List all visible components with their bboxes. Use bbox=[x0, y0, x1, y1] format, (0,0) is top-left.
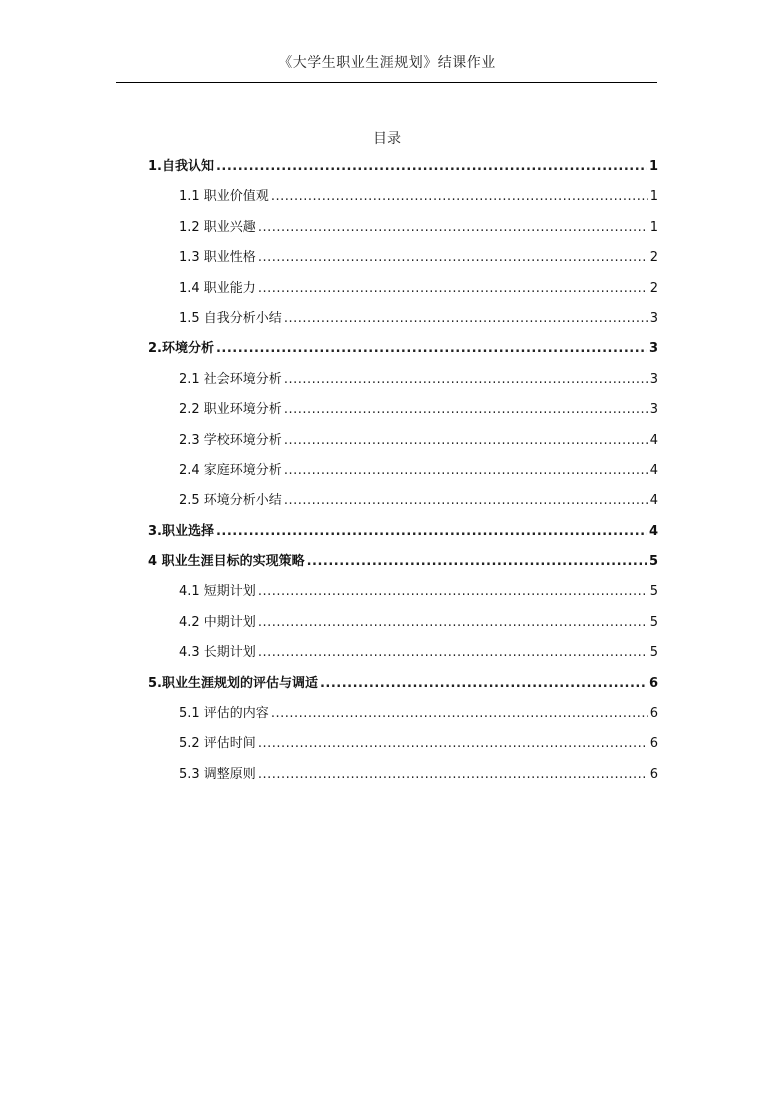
toc-dot-leader bbox=[258, 638, 648, 668]
toc-subsection-entry[interactable] bbox=[148, 608, 658, 638]
toc-subsection-entry[interactable] bbox=[148, 699, 658, 729]
running-header: 《大学生职业生涯规划》结课作业 bbox=[278, 55, 496, 71]
toc-subsection-entry[interactable] bbox=[148, 638, 658, 668]
toc-section-entry[interactable] bbox=[148, 334, 658, 364]
toc-dot-leader bbox=[284, 486, 648, 516]
toc-dot-leader bbox=[271, 182, 648, 212]
toc-section-entry[interactable] bbox=[148, 669, 658, 699]
toc-dot-leader bbox=[258, 274, 648, 304]
toc-entry-label: 1.5 自我分析小结 bbox=[179, 310, 282, 326]
toc-entry-label: 4 职业生涯目标的实现策略 bbox=[148, 554, 305, 570]
toc-entry-page-number: 6 bbox=[649, 736, 658, 752]
toc-entry-page-number: 3 bbox=[649, 402, 658, 418]
toc-entry-page-number: 4 bbox=[649, 462, 658, 478]
toc-entry-page-number: 5 bbox=[648, 554, 658, 570]
toc-entry-label: 2.4 家庭环境分析 bbox=[179, 462, 282, 478]
toc-dot-leader bbox=[216, 517, 647, 547]
toc-entry-label: 1.2 职业兴趣 bbox=[179, 219, 256, 235]
toc-subsection-entry[interactable] bbox=[148, 213, 658, 243]
toc-section-entry[interactable] bbox=[148, 517, 658, 547]
toc-entry-label: 2.3 学校环境分析 bbox=[179, 432, 282, 448]
toc-entry-label: 2.5 环境分析小结 bbox=[179, 493, 282, 509]
toc-entry-label: 5.1 评估的内容 bbox=[179, 706, 269, 722]
toc-subsection-entry[interactable] bbox=[148, 395, 658, 425]
toc-subsection-entry[interactable] bbox=[148, 760, 658, 790]
toc-entry-page-number: 6 bbox=[649, 766, 658, 782]
toc-dot-leader bbox=[284, 395, 648, 425]
toc-entry-page-number: 5 bbox=[649, 614, 658, 630]
toc-dot-leader bbox=[284, 426, 648, 456]
toc-entry-page-number: 2 bbox=[649, 250, 658, 266]
toc-entry-page-number: 4 bbox=[649, 432, 658, 448]
toc-dot-leader bbox=[271, 699, 648, 729]
toc-dot-leader bbox=[258, 243, 648, 273]
toc-subsection-entry[interactable] bbox=[148, 182, 658, 212]
toc-dot-leader bbox=[258, 760, 648, 790]
toc-entry-label: 2.环境分析 bbox=[148, 341, 214, 357]
toc-dot-leader bbox=[258, 608, 648, 638]
toc-entry-page-number: 6 bbox=[648, 675, 658, 691]
toc-entry-label: 1.4 职业能力 bbox=[179, 280, 256, 296]
toc-subsection-entry[interactable] bbox=[148, 456, 658, 486]
toc-entry-label: 3.职业选择 bbox=[148, 523, 214, 539]
toc-entry-page-number: 5 bbox=[649, 584, 658, 600]
toc-subsection-entry[interactable] bbox=[148, 486, 658, 516]
toc-dot-leader bbox=[284, 365, 648, 395]
toc-entry-label: 1.自我认知 bbox=[148, 159, 214, 174]
toc-entry-label: 5.职业生涯规划的评估与调适 bbox=[148, 675, 318, 691]
toc-entry-label: 4.3 长期计划 bbox=[179, 645, 256, 661]
toc-dot-leader bbox=[216, 334, 647, 364]
toc-entry-label: 1.3 职业性格 bbox=[179, 250, 256, 266]
toc-entry-page-number: 1 bbox=[649, 189, 658, 205]
toc-entry-page-number: 5 bbox=[649, 645, 658, 661]
toc-section-entry[interactable] bbox=[148, 152, 658, 182]
toc-entry-label: 4.2 中期计划 bbox=[179, 614, 256, 630]
toc-entry-label: 2.1 社会环境分析 bbox=[179, 371, 282, 387]
toc-entry-label: 2.2 职业环境分析 bbox=[179, 402, 282, 418]
toc-subsection-entry[interactable] bbox=[148, 243, 658, 273]
toc-title: 目录 bbox=[373, 131, 401, 147]
toc-dot-leader bbox=[284, 304, 648, 334]
toc-subsection-entry[interactable] bbox=[148, 274, 658, 304]
header-rule bbox=[116, 82, 657, 83]
toc-entry-label: 1.1 职业价值观 bbox=[179, 189, 269, 205]
toc-entry-page-number: 1 bbox=[649, 219, 658, 235]
toc-subsection-entry[interactable] bbox=[148, 426, 658, 456]
table-of-contents bbox=[148, 152, 658, 790]
toc-section-entry[interactable] bbox=[148, 547, 658, 577]
toc-subsection-entry[interactable] bbox=[148, 577, 658, 607]
toc-dot-leader bbox=[258, 729, 648, 759]
toc-dot-leader bbox=[216, 152, 647, 182]
toc-entry-page-number: 3 bbox=[648, 341, 658, 357]
toc-subsection-entry[interactable] bbox=[148, 304, 658, 334]
toc-entry-page-number: 2 bbox=[649, 280, 658, 296]
toc-entry-page-number: 4 bbox=[649, 493, 658, 509]
toc-dot-leader bbox=[307, 547, 647, 577]
toc-entry-label: 5.3 调整原则 bbox=[179, 766, 256, 782]
toc-subsection-entry[interactable] bbox=[148, 729, 658, 759]
toc-entry-page-number: 3 bbox=[649, 310, 658, 326]
toc-dot-leader bbox=[258, 577, 648, 607]
toc-entry-page-number: 6 bbox=[649, 706, 658, 722]
toc-dot-leader bbox=[258, 213, 648, 243]
toc-entry-page-number: 3 bbox=[649, 371, 658, 387]
toc-entry-label: 4.1 短期计划 bbox=[179, 584, 256, 600]
toc-entry-page-number: 1 bbox=[648, 159, 658, 174]
toc-entry-page-number: 4 bbox=[648, 523, 658, 539]
toc-entry-label: 5.2 评估时间 bbox=[179, 736, 256, 752]
toc-dot-leader bbox=[284, 456, 648, 486]
toc-subsection-entry[interactable] bbox=[148, 365, 658, 395]
toc-dot-leader bbox=[320, 669, 647, 699]
